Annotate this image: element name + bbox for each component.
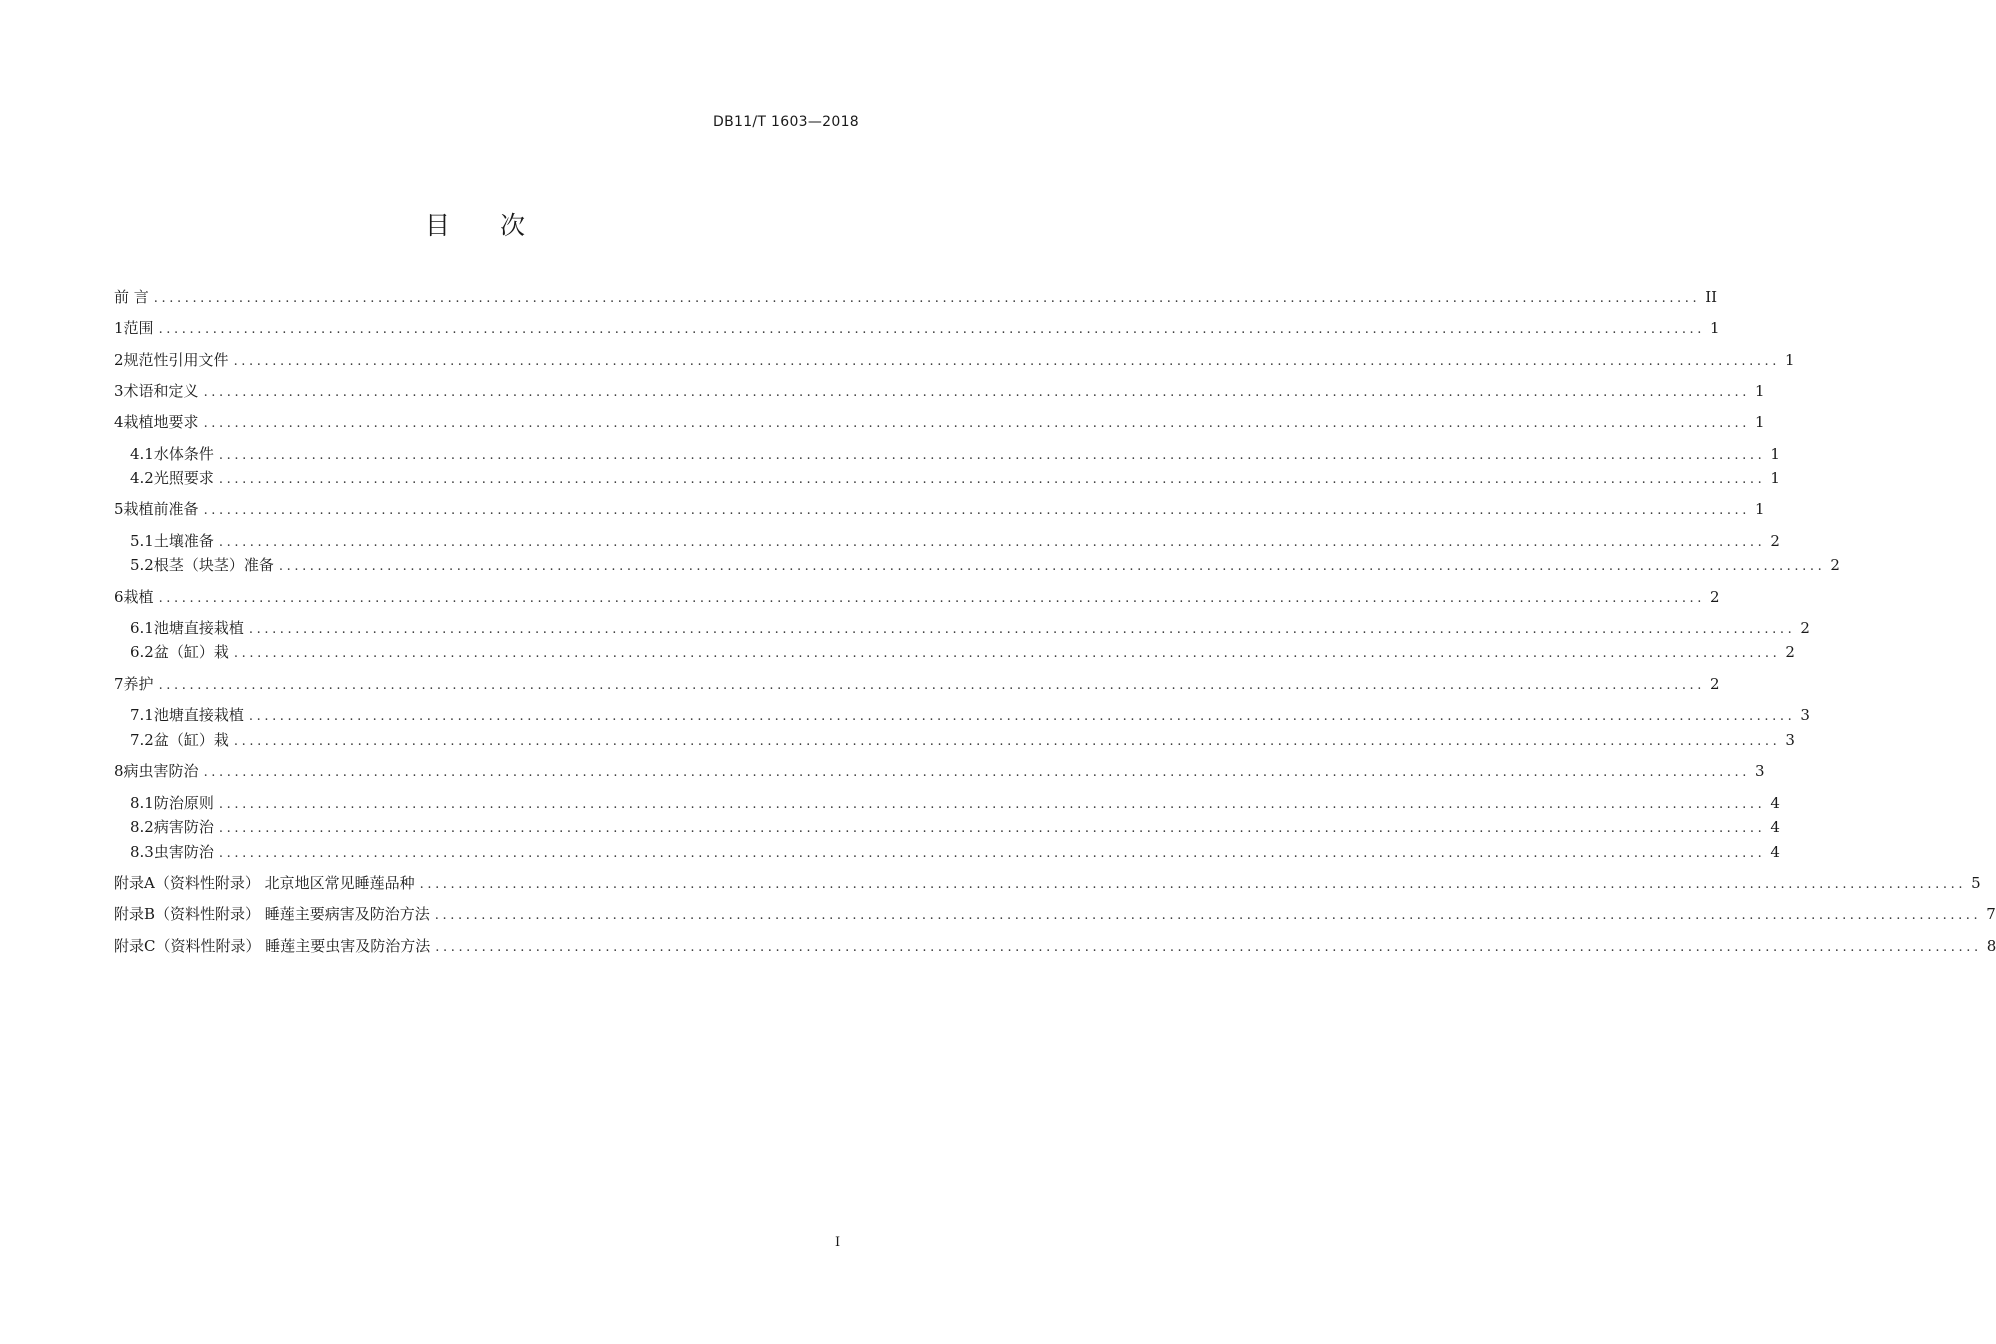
toc-dot-leader: ........................................................................................................................................................................................................	[203, 416, 1751, 431]
toc-entry-number: 8.3	[130, 843, 154, 861]
toc-entry-label: 规范性引用文件	[123, 351, 229, 369]
toc-entry-page: 2	[1800, 619, 1810, 637]
toc-entry[interactable]	[114, 792, 1780, 814]
toc-entry-page: 1	[1710, 319, 1720, 337]
toc-dot-leader: ........................................................................................................................................................................................................	[158, 678, 1706, 693]
toc-entry-label: 附录B（资料性附录） 睡莲主要病害及防治方法	[114, 905, 430, 923]
toc-entry-number: 7.2	[130, 731, 154, 749]
toc-dot-leader: ........................................................................................................................................................................................................	[203, 385, 1751, 400]
toc-dot-leader: ........................................................................................................................................................................................................	[203, 765, 1751, 780]
toc-entry[interactable]	[114, 729, 1795, 751]
toc-entry-page: 2	[1770, 532, 1780, 550]
toc-dot-leader: ........................................................................................................................................................................................................	[218, 846, 1766, 861]
toc-entry-number: 5	[114, 500, 124, 518]
toc-dot-leader: ........................................................................................................................................................................................................	[218, 448, 1766, 463]
toc-dot-leader: ........................................................................................................................................................................................................	[218, 472, 1766, 487]
toc-entry-label: 池塘直接栽植	[153, 619, 244, 637]
toc-dot-leader: ........................................................................................................................................................................................................	[233, 646, 1781, 661]
toc-entry-number: 7	[114, 675, 124, 693]
toc-entry[interactable]	[114, 530, 1780, 552]
toc-entry-label: 池塘直接栽植	[153, 706, 244, 724]
page-number: I	[835, 1235, 841, 1250]
toc-entry-label: 术语和定义	[123, 382, 199, 400]
document-code: DB11/T 1603—2018	[713, 114, 859, 130]
toc-entry-page: 1	[1755, 413, 1765, 431]
toc-entry-number: 8	[114, 762, 124, 780]
toc-entry-page: 1	[1755, 382, 1765, 400]
toc-entry-label: 盆（缸）栽	[153, 731, 229, 749]
toc-entry-page: 8	[1986, 937, 1996, 955]
toc-dot-leader: ........................................................................................................................................................................................................	[233, 734, 1781, 749]
toc-dot-leader: ........................................................................................................................................................................................................	[158, 322, 1706, 337]
toc-entry-page: 1	[1755, 500, 1765, 518]
toc-entry[interactable]	[114, 673, 1720, 695]
toc-entry-page: 2	[1830, 556, 1840, 574]
toc-entry-number: 8.1	[130, 794, 154, 812]
toc-entry-number: 2	[114, 351, 124, 369]
toc-entry[interactable]	[114, 903, 1996, 925]
toc-entry-label: 栽植前准备	[123, 500, 199, 518]
toc-entry-page: 2	[1710, 675, 1720, 693]
toc-entry-number: 6.1	[130, 619, 154, 637]
toc-title: 目次	[424, 211, 575, 240]
toc-entry-number: 1	[114, 319, 124, 337]
toc-entry-number: 5.1	[130, 532, 154, 550]
toc-entry-number: 6	[114, 588, 124, 606]
toc-entry[interactable]	[114, 443, 1780, 465]
toc-entry[interactable]	[114, 841, 1780, 863]
toc-entry[interactable]	[114, 935, 1996, 957]
toc-dot-leader: ........................................................................................................................................................................................................	[158, 591, 1706, 606]
toc-entry[interactable]	[114, 816, 1780, 838]
toc-entry-page: 1	[1785, 351, 1795, 369]
toc-entry-number: 7.1	[130, 706, 154, 724]
toc-entry-label: 土壤准备	[153, 532, 214, 550]
toc-entry-page: 2	[1710, 588, 1720, 606]
toc-entry-label: 附录A（资料性附录） 北京地区常见睡莲品种	[114, 874, 415, 892]
toc-entry-label: 盆（缸）栽	[153, 643, 229, 661]
toc-entry-label: 养护	[123, 675, 154, 693]
toc-dot-leader: ........................................................................................................................................................................................................	[419, 877, 1967, 892]
toc-dot-leader: ........................................................................................................................................................................................................	[278, 559, 1826, 574]
toc-dot-leader: ........................................................................................................................................................................................................	[233, 354, 1781, 369]
toc-dot-leader: ........................................................................................................................................................................................................	[218, 821, 1766, 836]
toc-entry-number: 8.2	[130, 818, 154, 836]
toc-entry-page: 3	[1785, 731, 1795, 749]
toc-entry-label: 虫害防治	[153, 843, 214, 861]
toc-entry[interactable]	[114, 498, 1765, 520]
toc-entry-label: 水体条件	[153, 445, 214, 463]
toc-dot-leader: ........................................................................................................................................................................................................	[248, 709, 1796, 724]
toc-entry-page: 7	[1986, 905, 1996, 923]
toc-entry-page: 3	[1800, 706, 1810, 724]
toc-entry[interactable]	[114, 641, 1795, 663]
toc-entry-number: 4.2	[130, 469, 154, 487]
toc-entry[interactable]	[114, 760, 1765, 782]
toc-entry-label: 光照要求	[153, 469, 214, 487]
toc-entry-page: 1	[1770, 445, 1780, 463]
toc-entry[interactable]	[114, 286, 1718, 308]
toc-dot-leader: ........................................................................................................................................................................................................	[434, 908, 1982, 923]
toc-entry-page: 4	[1770, 843, 1780, 861]
toc-dot-leader: ........................................................................................................................................................................................................	[218, 797, 1766, 812]
toc-entry-page: 4	[1770, 818, 1780, 836]
toc-entry[interactable]	[114, 872, 1981, 894]
toc-entry-page: II	[1705, 288, 1718, 306]
toc-entry-page: 5	[1971, 874, 1981, 892]
toc-entry[interactable]	[114, 349, 1795, 371]
toc-entry-number: 4.1	[130, 445, 154, 463]
toc-entry[interactable]	[114, 617, 1810, 639]
toc-entry-label: 栽植	[123, 588, 154, 606]
toc-entry-label: 栽植地要求	[123, 413, 199, 431]
toc-entry[interactable]	[114, 317, 1720, 339]
toc-entry[interactable]	[114, 586, 1720, 608]
toc-dot-leader: ........................................................................................................................................................................................................	[435, 940, 1982, 955]
toc-entry-page: 3	[1755, 762, 1765, 780]
toc-entry[interactable]	[114, 467, 1780, 489]
toc-entry-label: 根茎（块茎）准备	[153, 556, 274, 574]
toc-entry-label: 范围	[123, 319, 154, 337]
toc-entry[interactable]	[114, 554, 1840, 576]
toc-dot-leader: ........................................................................................................................................................................................................	[248, 622, 1796, 637]
toc-entry-label: 病虫害防治	[123, 762, 199, 780]
toc-entry-label: 前 言	[114, 288, 149, 306]
toc-entry-label: 防治原则	[153, 794, 214, 812]
toc-entry-number: 6.2	[130, 643, 154, 661]
toc-entry[interactable]	[114, 411, 1765, 433]
toc-entry-number: 3	[114, 382, 124, 400]
toc-entry-number: 5.2	[130, 556, 154, 574]
toc-entry-number: 4	[114, 413, 124, 431]
toc-entry-page: 2	[1785, 643, 1795, 661]
toc-dot-leader: ........................................................................................................................................................................................................	[203, 503, 1751, 518]
toc-entry[interactable]	[114, 380, 1765, 402]
toc-dot-leader: ........................................................................................................................................................................................................	[218, 535, 1766, 550]
toc-dot-leader: ........................................................................................................................................................................................................	[153, 291, 1701, 306]
toc-entry-label: 病害防治	[153, 818, 214, 836]
toc-entry-page: 1	[1770, 469, 1780, 487]
toc-entry-page: 4	[1770, 794, 1780, 812]
toc-entry-label: 附录C（资料性附录） 睡莲主要虫害及防治方法	[114, 937, 431, 955]
toc-entry[interactable]	[114, 704, 1810, 726]
